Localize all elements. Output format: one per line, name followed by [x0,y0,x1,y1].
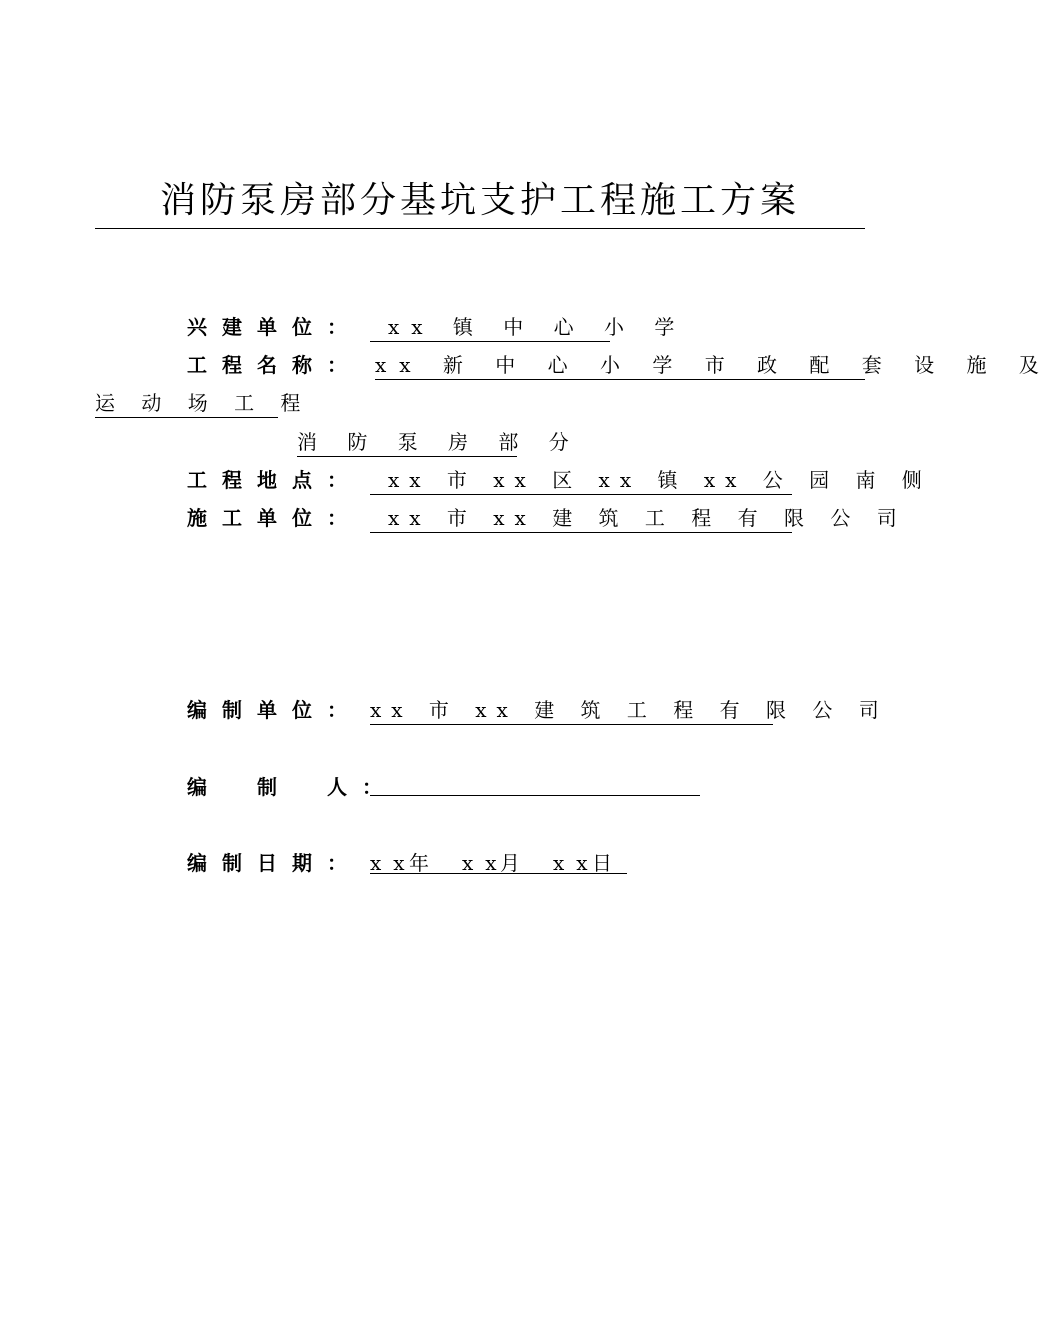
compile-date-day-unit: 日 [592,851,624,875]
project-name-value-line1: xx 新 中 心 小 学 市 政 配 套 设 施 及 [375,351,865,380]
compile-date-label: 编制日期： [187,851,362,875]
compile-person-label: 编 制 人： [187,775,397,799]
contractor-label: 施工单位： [187,506,362,530]
builder-value: xx 镇 中 心 小 学 [370,313,610,342]
compile-unit-value: xx 市 xx 建 筑 工 程 有 限 公 司 [370,696,773,725]
contractor-value: xx 市 xx 建 筑 工 程 有 限 公 司 [370,504,792,533]
compile-person-blank [370,773,700,796]
compile-date-month: xx [462,851,509,875]
project-name-value-line2: 运 动 场 工 程 [95,389,278,418]
location-label: 工程地点： [187,468,362,492]
location-value: xx 市 xx 区 xx 镇 xx 公 园 南 侧 [370,466,792,495]
compile-date-year-unit: 年 [409,851,441,875]
compile-date-year: xx [370,851,417,875]
project-name-value-line3: 消 防 泵 房 部 分 [297,428,517,457]
compile-unit-label: 编制单位： [187,698,362,722]
builder-label: 兴建单位： [187,315,362,339]
project-name-label: 工程名称： [187,353,362,377]
compile-date-month-unit: 月 [500,851,532,875]
document-title: 消防泵房部分基坑支护工程施工方案 [95,176,865,229]
compile-date-day: xx [553,851,600,875]
